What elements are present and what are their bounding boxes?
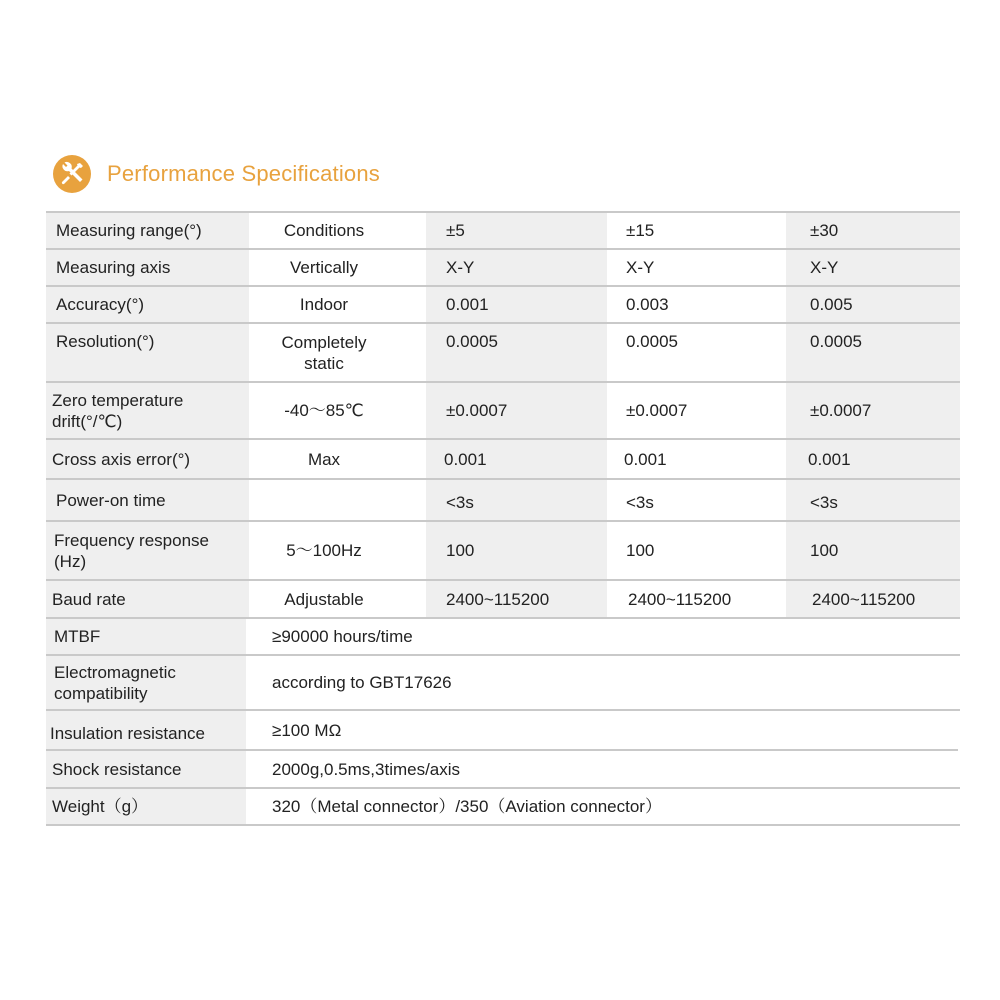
row-label: Shock resistance — [52, 759, 182, 779]
row-value: 320（Metal connector）/350（Aviation connector） — [272, 797, 662, 816]
row-value: 2000g,0.5ms,3times/axis — [272, 759, 461, 779]
section-header — [52, 152, 380, 196]
row-value-1: <3s — [446, 492, 474, 512]
table-row-power-on-time — [46, 480, 960, 522]
row-value-2: 0.003 — [626, 295, 669, 314]
table-row-frequency-response — [46, 522, 960, 581]
row-label: Measuring range(°) — [56, 221, 202, 240]
row-label: Weight（g） — [52, 797, 149, 816]
row-label-line-2: drift(°/℃) — [52, 411, 123, 431]
row-value: ≥100 MΩ — [272, 720, 342, 740]
row-value: ≥90000 hours/time — [272, 627, 413, 646]
row-value-3: 2400~115200 — [812, 589, 916, 609]
row-label: Insulation resistance — [50, 723, 205, 743]
table-row-shock — [46, 751, 960, 789]
row-value-2: <3s — [626, 492, 654, 512]
row-label: Baud rate — [52, 589, 126, 609]
table-row-resolution — [46, 324, 960, 383]
row-value-1: 2400~115200 — [446, 589, 550, 609]
row-condition: -40～85℃ — [284, 401, 364, 420]
row-label — [52, 383, 183, 438]
table-row-measuring-range — [46, 211, 960, 250]
row-value-1: X-Y — [446, 258, 475, 277]
table-row-mtbf — [46, 619, 960, 656]
row-label: MTBF — [54, 627, 101, 646]
row-label-line-1: Frequency response — [54, 530, 209, 550]
row-value-3: 0.005 — [810, 295, 853, 314]
row-label: Measuring axis — [56, 258, 171, 277]
row-value-2: X-Y — [626, 258, 655, 277]
row-label-line-2: (Hz) — [54, 551, 87, 571]
table-row-zero-temp-drift — [46, 383, 960, 440]
table-row-insulation — [46, 711, 958, 751]
row-value-3: 0.0005 — [810, 332, 862, 351]
row-value-2: ±15 — [626, 221, 655, 240]
row-condition: Indoor — [299, 295, 349, 314]
row-condition-line-2: static — [304, 353, 344, 373]
row-label: Accuracy(°) — [56, 295, 145, 314]
table-row-measuring-axis — [46, 250, 960, 287]
row-label: Cross axis error(°) — [52, 449, 191, 469]
row-value-3: <3s — [810, 492, 838, 512]
row-value-3: ±0.0007 — [810, 401, 872, 420]
row-condition — [249, 324, 399, 381]
row-value-1: ±0.0007 — [446, 401, 508, 420]
row-value-1: 0.001 — [444, 449, 487, 469]
table-row-weight — [46, 789, 960, 826]
row-condition: Conditions — [283, 221, 365, 240]
row-label: Resolution(°) — [56, 332, 155, 351]
tools-icon — [52, 154, 92, 194]
table-row-emc — [46, 656, 960, 711]
row-label-line-2: compatibility — [54, 683, 148, 703]
row-value-2: 0.001 — [624, 449, 667, 469]
row-label: Power-on time — [56, 490, 166, 510]
row-condition — [249, 480, 399, 520]
spec-table — [46, 211, 960, 826]
row-value-3: 100 — [810, 541, 839, 560]
row-value-3: ±30 — [810, 221, 839, 240]
table-row-cross-axis-error — [46, 440, 960, 480]
row-value-1: 0.0005 — [446, 332, 498, 351]
row-value: according to GBT17626 — [272, 673, 452, 692]
table-row-baud-rate — [46, 581, 960, 619]
row-condition-line-1: Completely — [281, 332, 367, 352]
row-condition: Vertically — [289, 258, 359, 277]
section-title: Performance Specifications — [107, 161, 380, 186]
row-value-1: ±5 — [446, 221, 465, 240]
row-label-line-1: Electromagnetic — [54, 662, 176, 682]
table-row-accuracy — [46, 287, 960, 324]
row-label — [54, 522, 209, 579]
row-label-line-1: Zero temperature — [52, 390, 184, 410]
row-value-2: 100 — [626, 541, 655, 560]
row-value-2: ±0.0007 — [626, 401, 688, 420]
row-value-2: 2400~115200 — [628, 589, 732, 609]
row-value-3: X-Y — [810, 258, 839, 277]
row-value-3: 0.001 — [808, 449, 851, 469]
row-condition: 5～100Hz — [286, 541, 362, 560]
row-label — [54, 656, 176, 709]
row-condition: Adjustable — [284, 589, 364, 609]
row-value-2: 0.0005 — [626, 332, 678, 351]
row-condition: Max — [307, 449, 341, 469]
row-value-1: 100 — [446, 541, 475, 560]
row-value-1: 0.001 — [446, 295, 489, 314]
